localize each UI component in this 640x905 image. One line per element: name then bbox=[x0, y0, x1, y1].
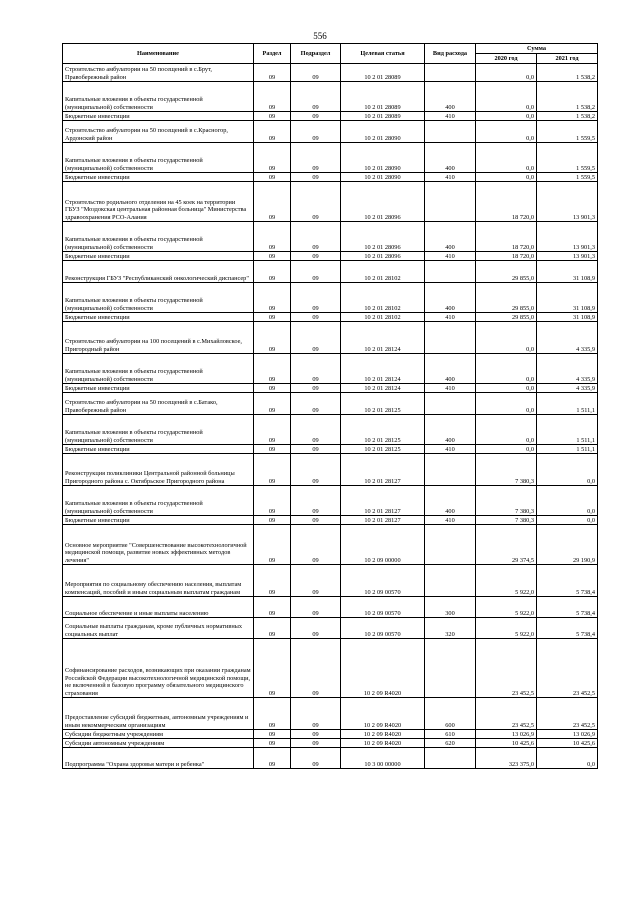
cell-name: Реконструкция поликлиники Центральной районной больницы Пригородного района с. Октябрьское Пригородного района bbox=[63, 454, 254, 486]
cell-2020: 5 922,0 bbox=[476, 597, 537, 618]
cell-vid bbox=[425, 121, 476, 143]
cell-podrazdel: 09 bbox=[291, 112, 341, 121]
cell-2021: 4 335,9 bbox=[537, 322, 598, 354]
cell-2021: 4 335,9 bbox=[537, 384, 598, 393]
cell-vid: 400 bbox=[425, 82, 476, 112]
cell-name: Строительство амбулатории на 50 посещений в с.Батако, Правобережный район bbox=[63, 393, 254, 415]
cell-2020: 23 452,5 bbox=[476, 698, 537, 730]
cell-2021: 29 190,9 bbox=[537, 525, 598, 565]
cell-razdel: 09 bbox=[254, 64, 291, 82]
cell-name: Капитальные вложения в объекты государственной (муниципальной) собственности bbox=[63, 82, 254, 112]
table-row bbox=[63, 618, 598, 639]
cell-podrazdel: 09 bbox=[291, 313, 341, 322]
cell-2021: 1 511,1 bbox=[537, 393, 598, 415]
header-article: Целевая статья bbox=[341, 44, 425, 64]
cell-name: Субсидии бюджетным учреждениям bbox=[63, 730, 254, 739]
cell-vid: 410 bbox=[425, 445, 476, 454]
cell-2020: 323 375,0 bbox=[476, 748, 537, 769]
cell-vid: 400 bbox=[425, 354, 476, 384]
page-number: 556 bbox=[313, 31, 327, 41]
table-row bbox=[63, 182, 598, 222]
cell-article: 10 2 01 28096 bbox=[341, 252, 425, 261]
cell-podrazdel: 09 bbox=[291, 322, 341, 354]
cell-2021: 1 511,1 bbox=[537, 415, 598, 445]
cell-name: Реконструкция ГБУЗ "Республиканский онкологический диспансер" bbox=[63, 261, 254, 283]
cell-article: 10 2 09 00000 bbox=[341, 525, 425, 565]
cell-razdel: 09 bbox=[254, 82, 291, 112]
cell-2021: 13 901,3 bbox=[537, 222, 598, 252]
cell-podrazdel: 09 bbox=[291, 143, 341, 173]
table-row bbox=[63, 748, 598, 769]
cell-2020: 5 922,0 bbox=[476, 618, 537, 639]
cell-2020: 7 380,3 bbox=[476, 454, 537, 486]
cell-2021: 31 108,9 bbox=[537, 283, 598, 313]
table-row bbox=[63, 82, 598, 112]
cell-podrazdel: 09 bbox=[291, 525, 341, 565]
cell-article: 10 2 01 28090 bbox=[341, 121, 425, 143]
cell-name: Бюджетные инвестиции bbox=[63, 313, 254, 322]
cell-2020: 18 720,0 bbox=[476, 182, 537, 222]
cell-podrazdel: 09 bbox=[291, 384, 341, 393]
cell-podrazdel: 09 bbox=[291, 618, 341, 639]
cell-name: Бюджетные инвестиции bbox=[63, 445, 254, 454]
table-row bbox=[63, 393, 598, 415]
cell-2020: 0,0 bbox=[476, 112, 537, 121]
cell-podrazdel: 09 bbox=[291, 393, 341, 415]
cell-podrazdel: 09 bbox=[291, 252, 341, 261]
cell-podrazdel: 09 bbox=[291, 121, 341, 143]
cell-name: Бюджетные инвестиции bbox=[63, 173, 254, 182]
cell-vid: 410 bbox=[425, 313, 476, 322]
cell-razdel: 09 bbox=[254, 384, 291, 393]
cell-article: 10 2 01 28125 bbox=[341, 415, 425, 445]
cell-2020: 0,0 bbox=[476, 322, 537, 354]
cell-article: 10 2 01 28089 bbox=[341, 112, 425, 121]
cell-2021: 1 559,5 bbox=[537, 143, 598, 173]
cell-2020: 0,0 bbox=[476, 143, 537, 173]
table-header bbox=[63, 44, 598, 64]
cell-razdel: 09 bbox=[254, 143, 291, 173]
cell-2021: 0,0 bbox=[537, 748, 598, 769]
cell-razdel: 09 bbox=[254, 354, 291, 384]
table-row bbox=[63, 64, 598, 82]
cell-razdel: 09 bbox=[254, 618, 291, 639]
cell-name: Бюджетные инвестиции bbox=[63, 384, 254, 393]
header-razdel: Раздел bbox=[254, 44, 291, 64]
cell-2021: 5 738,4 bbox=[537, 565, 598, 597]
cell-name: Капитальные вложения в объекты государственной (муниципальной) собственности bbox=[63, 354, 254, 384]
cell-article: 10 2 01 28124 bbox=[341, 384, 425, 393]
cell-razdel: 09 bbox=[254, 486, 291, 516]
cell-2021: 13 026,9 bbox=[537, 730, 598, 739]
table-body bbox=[63, 64, 598, 769]
cell-2021: 5 738,4 bbox=[537, 597, 598, 618]
cell-2020: 0,0 bbox=[476, 393, 537, 415]
header-year-2021: 2021 год bbox=[537, 54, 598, 64]
cell-article: 10 2 01 28125 bbox=[341, 393, 425, 415]
cell-podrazdel: 09 bbox=[291, 182, 341, 222]
cell-razdel: 09 bbox=[254, 322, 291, 354]
cell-name: Основное мероприятие "Совершенствование высокотехнологичной медицинской помощи, развитие новых эффективных методов лечения" bbox=[63, 525, 254, 565]
cell-name: Строительство родильного отделения на 45 коек на территории ГБУЗ "Моздокская центральная районная больница" Министерства здравоохранения РСО-Алания bbox=[63, 182, 254, 222]
cell-2021: 0,0 bbox=[537, 516, 598, 525]
table-row bbox=[63, 525, 598, 565]
cell-article: 10 2 09 00570 bbox=[341, 565, 425, 597]
table-row bbox=[63, 730, 598, 739]
cell-razdel: 09 bbox=[254, 415, 291, 445]
cell-article: 10 2 01 28127 bbox=[341, 454, 425, 486]
cell-vid: 410 bbox=[425, 384, 476, 393]
table-row bbox=[63, 354, 598, 384]
cell-vid bbox=[425, 565, 476, 597]
cell-name: Капитальные вложения в объекты государственной (муниципальной) собственности bbox=[63, 222, 254, 252]
cell-article: 10 2 09 R4020 bbox=[341, 739, 425, 748]
cell-2021: 1 538,2 bbox=[537, 82, 598, 112]
table-row bbox=[63, 173, 598, 182]
table-row bbox=[63, 698, 598, 730]
cell-2020: 0,0 bbox=[476, 445, 537, 454]
table-row bbox=[63, 454, 598, 486]
cell-article: 10 2 01 28125 bbox=[341, 445, 425, 454]
table-row bbox=[63, 415, 598, 445]
cell-vid: 320 bbox=[425, 618, 476, 639]
cell-podrazdel: 09 bbox=[291, 64, 341, 82]
cell-razdel: 09 bbox=[254, 112, 291, 121]
cell-article: 10 2 01 28102 bbox=[341, 313, 425, 322]
cell-vid: 410 bbox=[425, 516, 476, 525]
cell-2020: 0,0 bbox=[476, 64, 537, 82]
cell-razdel: 09 bbox=[254, 182, 291, 222]
cell-razdel: 09 bbox=[254, 698, 291, 730]
cell-name: Капитальные вложения в объекты государственной (муниципальной) собственности bbox=[63, 486, 254, 516]
cell-2021: 1 511,1 bbox=[537, 445, 598, 454]
cell-vid bbox=[425, 64, 476, 82]
cell-podrazdel: 09 bbox=[291, 730, 341, 739]
cell-name: Бюджетные инвестиции bbox=[63, 112, 254, 121]
cell-razdel: 09 bbox=[254, 565, 291, 597]
cell-2020: 5 922,0 bbox=[476, 565, 537, 597]
cell-podrazdel: 09 bbox=[291, 283, 341, 313]
table-row bbox=[63, 112, 598, 121]
cell-name: Подпрограмма "Охрана здоровья матери и ребенка" bbox=[63, 748, 254, 769]
header-vid: Вид расхода bbox=[425, 44, 476, 64]
header-sum: Сумма bbox=[476, 44, 598, 54]
cell-vid bbox=[425, 393, 476, 415]
cell-2020: 0,0 bbox=[476, 82, 537, 112]
cell-2021: 13 901,3 bbox=[537, 182, 598, 222]
cell-article: 10 2 01 28096 bbox=[341, 182, 425, 222]
table-row bbox=[63, 252, 598, 261]
cell-2021: 10 425,6 bbox=[537, 739, 598, 748]
cell-2021: 23 452,5 bbox=[537, 698, 598, 730]
cell-2021: 5 738,4 bbox=[537, 618, 598, 639]
table-row bbox=[63, 739, 598, 748]
cell-razdel: 09 bbox=[254, 252, 291, 261]
cell-razdel: 09 bbox=[254, 730, 291, 739]
cell-article: 10 2 01 28089 bbox=[341, 64, 425, 82]
cell-razdel: 09 bbox=[254, 639, 291, 698]
cell-razdel: 09 bbox=[254, 445, 291, 454]
table-row bbox=[63, 322, 598, 354]
cell-podrazdel: 09 bbox=[291, 739, 341, 748]
cell-article: 10 2 01 28090 bbox=[341, 173, 425, 182]
cell-vid: 610 bbox=[425, 730, 476, 739]
cell-article: 10 2 09 R4020 bbox=[341, 698, 425, 730]
cell-vid: 300 bbox=[425, 597, 476, 618]
cell-vid bbox=[425, 525, 476, 565]
cell-razdel: 09 bbox=[254, 393, 291, 415]
cell-article: 10 2 01 28124 bbox=[341, 354, 425, 384]
cell-podrazdel: 09 bbox=[291, 261, 341, 283]
cell-razdel: 09 bbox=[254, 748, 291, 769]
cell-podrazdel: 09 bbox=[291, 454, 341, 486]
cell-podrazdel: 09 bbox=[291, 354, 341, 384]
cell-podrazdel: 09 bbox=[291, 415, 341, 445]
cell-article: 10 2 01 28102 bbox=[341, 283, 425, 313]
cell-name: Софинансирование расходов, возникающих при оказании гражданам Российской Федерации высокотехнологичной медицинской помощи, не включенной в базовую программу обязательного медицинского страхования bbox=[63, 639, 254, 698]
cell-vid: 600 bbox=[425, 698, 476, 730]
cell-article: 10 2 01 28127 bbox=[341, 516, 425, 525]
cell-article: 10 2 01 28089 bbox=[341, 82, 425, 112]
cell-article: 10 2 09 R4020 bbox=[341, 639, 425, 698]
table-row bbox=[63, 639, 598, 698]
cell-podrazdel: 09 bbox=[291, 565, 341, 597]
cell-podrazdel: 09 bbox=[291, 597, 341, 618]
cell-vid: 400 bbox=[425, 415, 476, 445]
header-name: Наименование bbox=[63, 44, 254, 64]
budget-table bbox=[62, 43, 598, 769]
cell-article: 10 2 09 00570 bbox=[341, 618, 425, 639]
cell-name: Капитальные вложения в объекты государственной (муниципальной) собственности bbox=[63, 283, 254, 313]
cell-2020: 7 380,3 bbox=[476, 516, 537, 525]
cell-vid: 400 bbox=[425, 283, 476, 313]
cell-name: Бюджетные инвестиции bbox=[63, 516, 254, 525]
cell-article: 10 2 01 28102 bbox=[341, 261, 425, 283]
cell-2020: 29 855,0 bbox=[476, 261, 537, 283]
cell-razdel: 09 bbox=[254, 525, 291, 565]
cell-vid: 410 bbox=[425, 252, 476, 261]
table-row bbox=[63, 313, 598, 322]
cell-2020: 29 855,0 bbox=[476, 313, 537, 322]
cell-razdel: 09 bbox=[254, 597, 291, 618]
cell-podrazdel: 09 bbox=[291, 698, 341, 730]
cell-name: Бюджетные инвестиции bbox=[63, 252, 254, 261]
cell-podrazdel: 09 bbox=[291, 82, 341, 112]
cell-article: 10 2 01 28124 bbox=[341, 322, 425, 354]
cell-vid bbox=[425, 639, 476, 698]
cell-2021: 13 901,3 bbox=[537, 252, 598, 261]
cell-2021: 31 108,9 bbox=[537, 261, 598, 283]
cell-2021: 1 538,2 bbox=[537, 64, 598, 82]
cell-razdel: 09 bbox=[254, 516, 291, 525]
cell-article: 10 2 01 28096 bbox=[341, 222, 425, 252]
cell-article: 10 3 00 00000 bbox=[341, 748, 425, 769]
cell-article: 10 2 09 00570 bbox=[341, 597, 425, 618]
cell-2020: 18 720,0 bbox=[476, 252, 537, 261]
cell-podrazdel: 09 bbox=[291, 445, 341, 454]
cell-2020: 29 855,0 bbox=[476, 283, 537, 313]
table-row bbox=[63, 384, 598, 393]
table-row bbox=[63, 121, 598, 143]
table-row bbox=[63, 486, 598, 516]
cell-2021: 1 559,5 bbox=[537, 173, 598, 182]
cell-podrazdel: 09 bbox=[291, 486, 341, 516]
cell-podrazdel: 09 bbox=[291, 516, 341, 525]
cell-2020: 29 374,5 bbox=[476, 525, 537, 565]
table-row bbox=[63, 283, 598, 313]
cell-2020: 0,0 bbox=[476, 354, 537, 384]
cell-vid: 400 bbox=[425, 222, 476, 252]
table-row bbox=[63, 261, 598, 283]
cell-2020: 7 380,3 bbox=[476, 486, 537, 516]
cell-vid bbox=[425, 182, 476, 222]
cell-vid: 410 bbox=[425, 173, 476, 182]
table-row bbox=[63, 445, 598, 454]
cell-name: Предоставление субсидий бюджетным, автономным учреждениям и иным некоммерческим организациям bbox=[63, 698, 254, 730]
cell-razdel: 09 bbox=[254, 313, 291, 322]
cell-name: Капитальные вложения в объекты государственной (муниципальной) собственности bbox=[63, 415, 254, 445]
cell-vid: 400 bbox=[425, 486, 476, 516]
cell-podrazdel: 09 bbox=[291, 748, 341, 769]
cell-vid: 400 bbox=[425, 143, 476, 173]
cell-name: Строительство амбулатории на 100 посещений в с.Михайловское, Пригородный район bbox=[63, 322, 254, 354]
cell-name: Строительство амбулатории на 50 посещений в с.Брут, Правобережный район bbox=[63, 64, 254, 82]
cell-vid: 620 bbox=[425, 739, 476, 748]
cell-razdel: 09 bbox=[254, 739, 291, 748]
cell-razdel: 09 bbox=[254, 283, 291, 313]
cell-article: 10 2 09 R4020 bbox=[341, 730, 425, 739]
cell-podrazdel: 09 bbox=[291, 639, 341, 698]
cell-razdel: 09 bbox=[254, 121, 291, 143]
header-podrazdel: Подраздел bbox=[291, 44, 341, 64]
cell-name: Социальные выплаты гражданам, кроме публичных нормативных социальных выплат bbox=[63, 618, 254, 639]
table-row bbox=[63, 222, 598, 252]
cell-2020: 0,0 bbox=[476, 121, 537, 143]
cell-vid bbox=[425, 454, 476, 486]
cell-razdel: 09 bbox=[254, 222, 291, 252]
cell-name: Капитальные вложения в объекты государственной (муниципальной) собственности bbox=[63, 143, 254, 173]
cell-2021: 23 452,5 bbox=[537, 639, 598, 698]
cell-vid bbox=[425, 748, 476, 769]
table-row bbox=[63, 597, 598, 618]
cell-2020: 0,0 bbox=[476, 173, 537, 182]
cell-name: Строительство амбулатории на 50 посещений в с.Красногор, Ардонский район bbox=[63, 121, 254, 143]
table-row bbox=[63, 516, 598, 525]
cell-podrazdel: 09 bbox=[291, 173, 341, 182]
cell-2020: 0,0 bbox=[476, 415, 537, 445]
cell-razdel: 09 bbox=[254, 261, 291, 283]
cell-name: Мероприятия по социальному обеспечению населения, выплатам компенсаций, пособий и иным социальным выплатам гражданам bbox=[63, 565, 254, 597]
cell-article: 10 2 01 28127 bbox=[341, 486, 425, 516]
cell-2020: 23 452,5 bbox=[476, 639, 537, 698]
cell-article: 10 2 01 28090 bbox=[341, 143, 425, 173]
cell-2021: 1 538,2 bbox=[537, 112, 598, 121]
cell-razdel: 09 bbox=[254, 454, 291, 486]
cell-2021: 0,0 bbox=[537, 454, 598, 486]
cell-2021: 0,0 bbox=[537, 486, 598, 516]
cell-name: Социальное обеспечение и иные выплаты населению bbox=[63, 597, 254, 618]
cell-2020: 10 425,6 bbox=[476, 739, 537, 748]
cell-podrazdel: 09 bbox=[291, 222, 341, 252]
cell-name: Субсидии автономным учреждениям bbox=[63, 739, 254, 748]
cell-2020: 0,0 bbox=[476, 384, 537, 393]
table-row bbox=[63, 565, 598, 597]
cell-vid bbox=[425, 322, 476, 354]
cell-2021: 4 335,9 bbox=[537, 354, 598, 384]
cell-2021: 31 108,9 bbox=[537, 313, 598, 322]
table-row bbox=[63, 143, 598, 173]
cell-razdel: 09 bbox=[254, 173, 291, 182]
cell-vid bbox=[425, 261, 476, 283]
cell-2021: 1 559,5 bbox=[537, 121, 598, 143]
cell-2020: 13 026,9 bbox=[476, 730, 537, 739]
header-year-2020: 2020 год bbox=[476, 54, 537, 64]
cell-2020: 18 720,0 bbox=[476, 222, 537, 252]
cell-vid: 410 bbox=[425, 112, 476, 121]
